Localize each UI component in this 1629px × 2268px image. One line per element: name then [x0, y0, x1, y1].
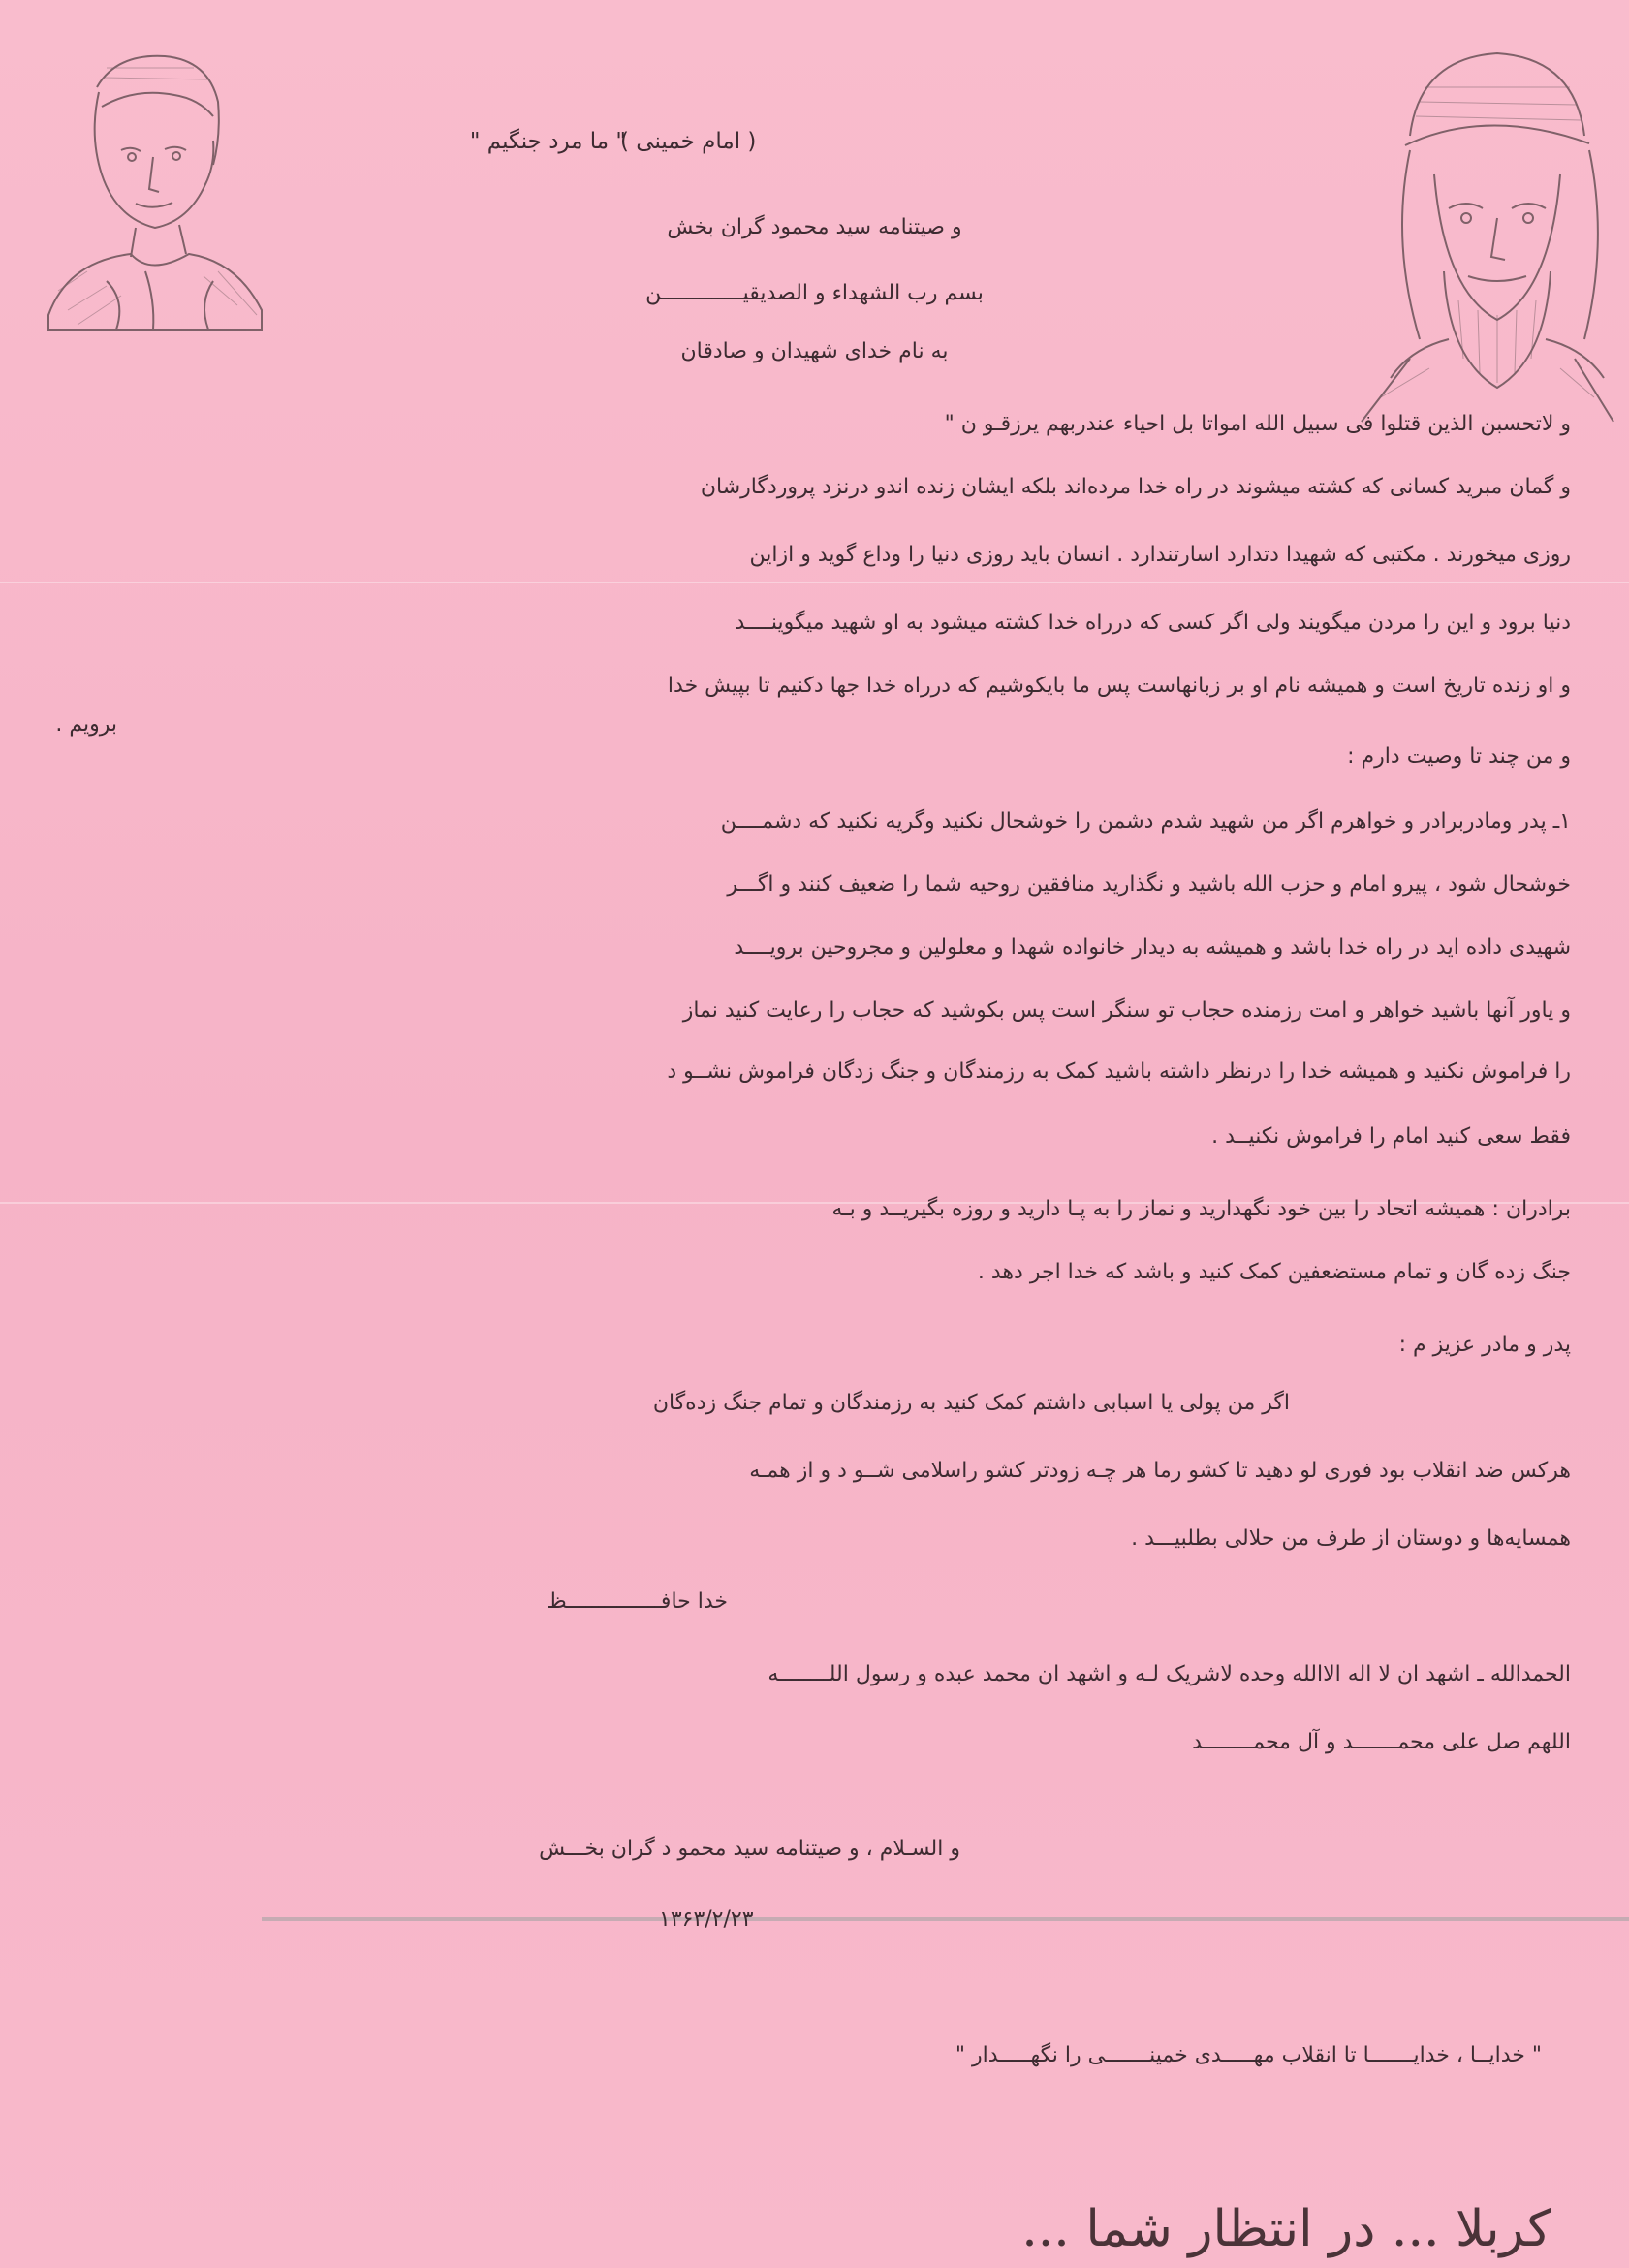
body-line: و یاور آنها باشید خواهر و امت رزمنده حجاب تو سنگر است پس بکوشید که حجاب را رعایت کنید نماز [682, 998, 1571, 1023]
bismillah-persian: به نام خدای شهیدان و صادقان [680, 339, 949, 363]
body-line: اللهم صل علی محمـــــــد و آل محمــــــــد [1192, 1730, 1571, 1754]
body-line: برویم . [55, 712, 117, 737]
body-line: و گمان مبرید کسانی که کشته میشوند در راه خدا مرده‌اند بلکه ایشان زنده اندو درنزد پروردگارشان [700, 475, 1571, 499]
body-line: برادران : همیشه اتحاد را بین خود نگهدارید و نماز را به پـا دارید و روزه بگیریــد و بـه [831, 1197, 1571, 1221]
body-line: روزی میخورند . مکتبی که شهیدا دتدارد اسارتندارد . انسان باید روزی دنیا را وداع گوید و ازاین [749, 543, 1571, 567]
quote: " ما مرد جنگیم " [469, 129, 626, 154]
body-line: هرکس ضد انقلاب بود فوری لو دهید تا کشو رما هر چـه زودتر کشو راسلامی شــو د و از همـه [749, 1459, 1571, 1483]
quote-author: ( امام خمینی ) [620, 129, 757, 154]
body-line: جنگ زده گان و تمام مستضعفین کمک کنید و باشد که خدا اجر دهد . [977, 1260, 1571, 1284]
body-line: پدر و مادر عزیز م : [1398, 1333, 1571, 1357]
body-line: و لاتحسبن الذین قتلوا فی سبیل الله امواتا بل احیاء عندربهم یرزقـو ن " [944, 412, 1571, 436]
body-line: و او زنده تاریخ است و همیشه نام او بر زبانهاست پس ما بایکوشیم که درراه خدا جها دکنیم تا بپیش خدا [667, 674, 1571, 698]
body-line: خوشحال شود ، پیرو امام و حزب الله باشید و نگذارید منافقین روحیه شما را ضعیف کنند و اگـــر [727, 872, 1571, 897]
paper-fold [0, 582, 1629, 583]
signature-line: و السـلام ، و صیتنامه سید محمو د گران بخـــش [539, 1837, 960, 1861]
body-line: همسایه‌ها و دوستان از طرف من حلالی بطلبیـــد . [1131, 1527, 1571, 1551]
body-line: اگر من پولی یا اسبابی داشتم کمک کنید به رزمندگان و تمام جنگ زده‌گان [652, 1391, 1290, 1415]
body-line: را فراموش نکنید و همیشه خدا را درنظر داشته باشید کمک به رزمندگان و جنگ زدگان فراموش نشــو د [667, 1059, 1571, 1084]
body-line: الحمدالله ـ اشهد ان لا اله الاالله وحده لاشریک لـه و اشهد ان محمد عبده و رسول اللــــــــه [768, 1662, 1571, 1686]
body-line: دنیا برود و این را مردن میگویند ولی اگر کسی که درراه خدا کشته میشود به او شهید میگوینــــد [735, 611, 1571, 635]
divider-rule [262, 1917, 1629, 1921]
date: ۱۳۶۳/۲/۲۳ [659, 1907, 754, 1932]
body-line: شهیدی داده اید در راه خدا باشد و همیشه به دیدار خانواده شهدا و معلولین و مجروحین برویــــد [734, 935, 1571, 960]
page-title: و صیتنامه سید محمود گران بخش [667, 215, 962, 239]
body-line: و من چند تا وصیت دارم : [1347, 744, 1571, 769]
body-line: ۱ـ پدر ومادربرادر و خواهرم اگر من شهید شدم دشمن را خوشحال نکنید وگریه نکنید که دشمــــن [720, 809, 1571, 834]
bismillah-arabic: بسم رب الشهداء و الصدیقیـــــــــــــن [645, 281, 984, 305]
farewell: خدا حافـــــــــــــــظ [547, 1590, 728, 1614]
closing-prayer: " خدایــا ، خدایـــــــا تا انقلاب مهـــــدی خمینـــــــی را نگهـــــدار " [955, 2043, 1542, 2067]
handwritten-note: کربلا ... در انتظار شما ... [1021, 2200, 1551, 2258]
body-line: فقط سعی کنید امام را فراموش نکنیــد . [1211, 1124, 1571, 1149]
